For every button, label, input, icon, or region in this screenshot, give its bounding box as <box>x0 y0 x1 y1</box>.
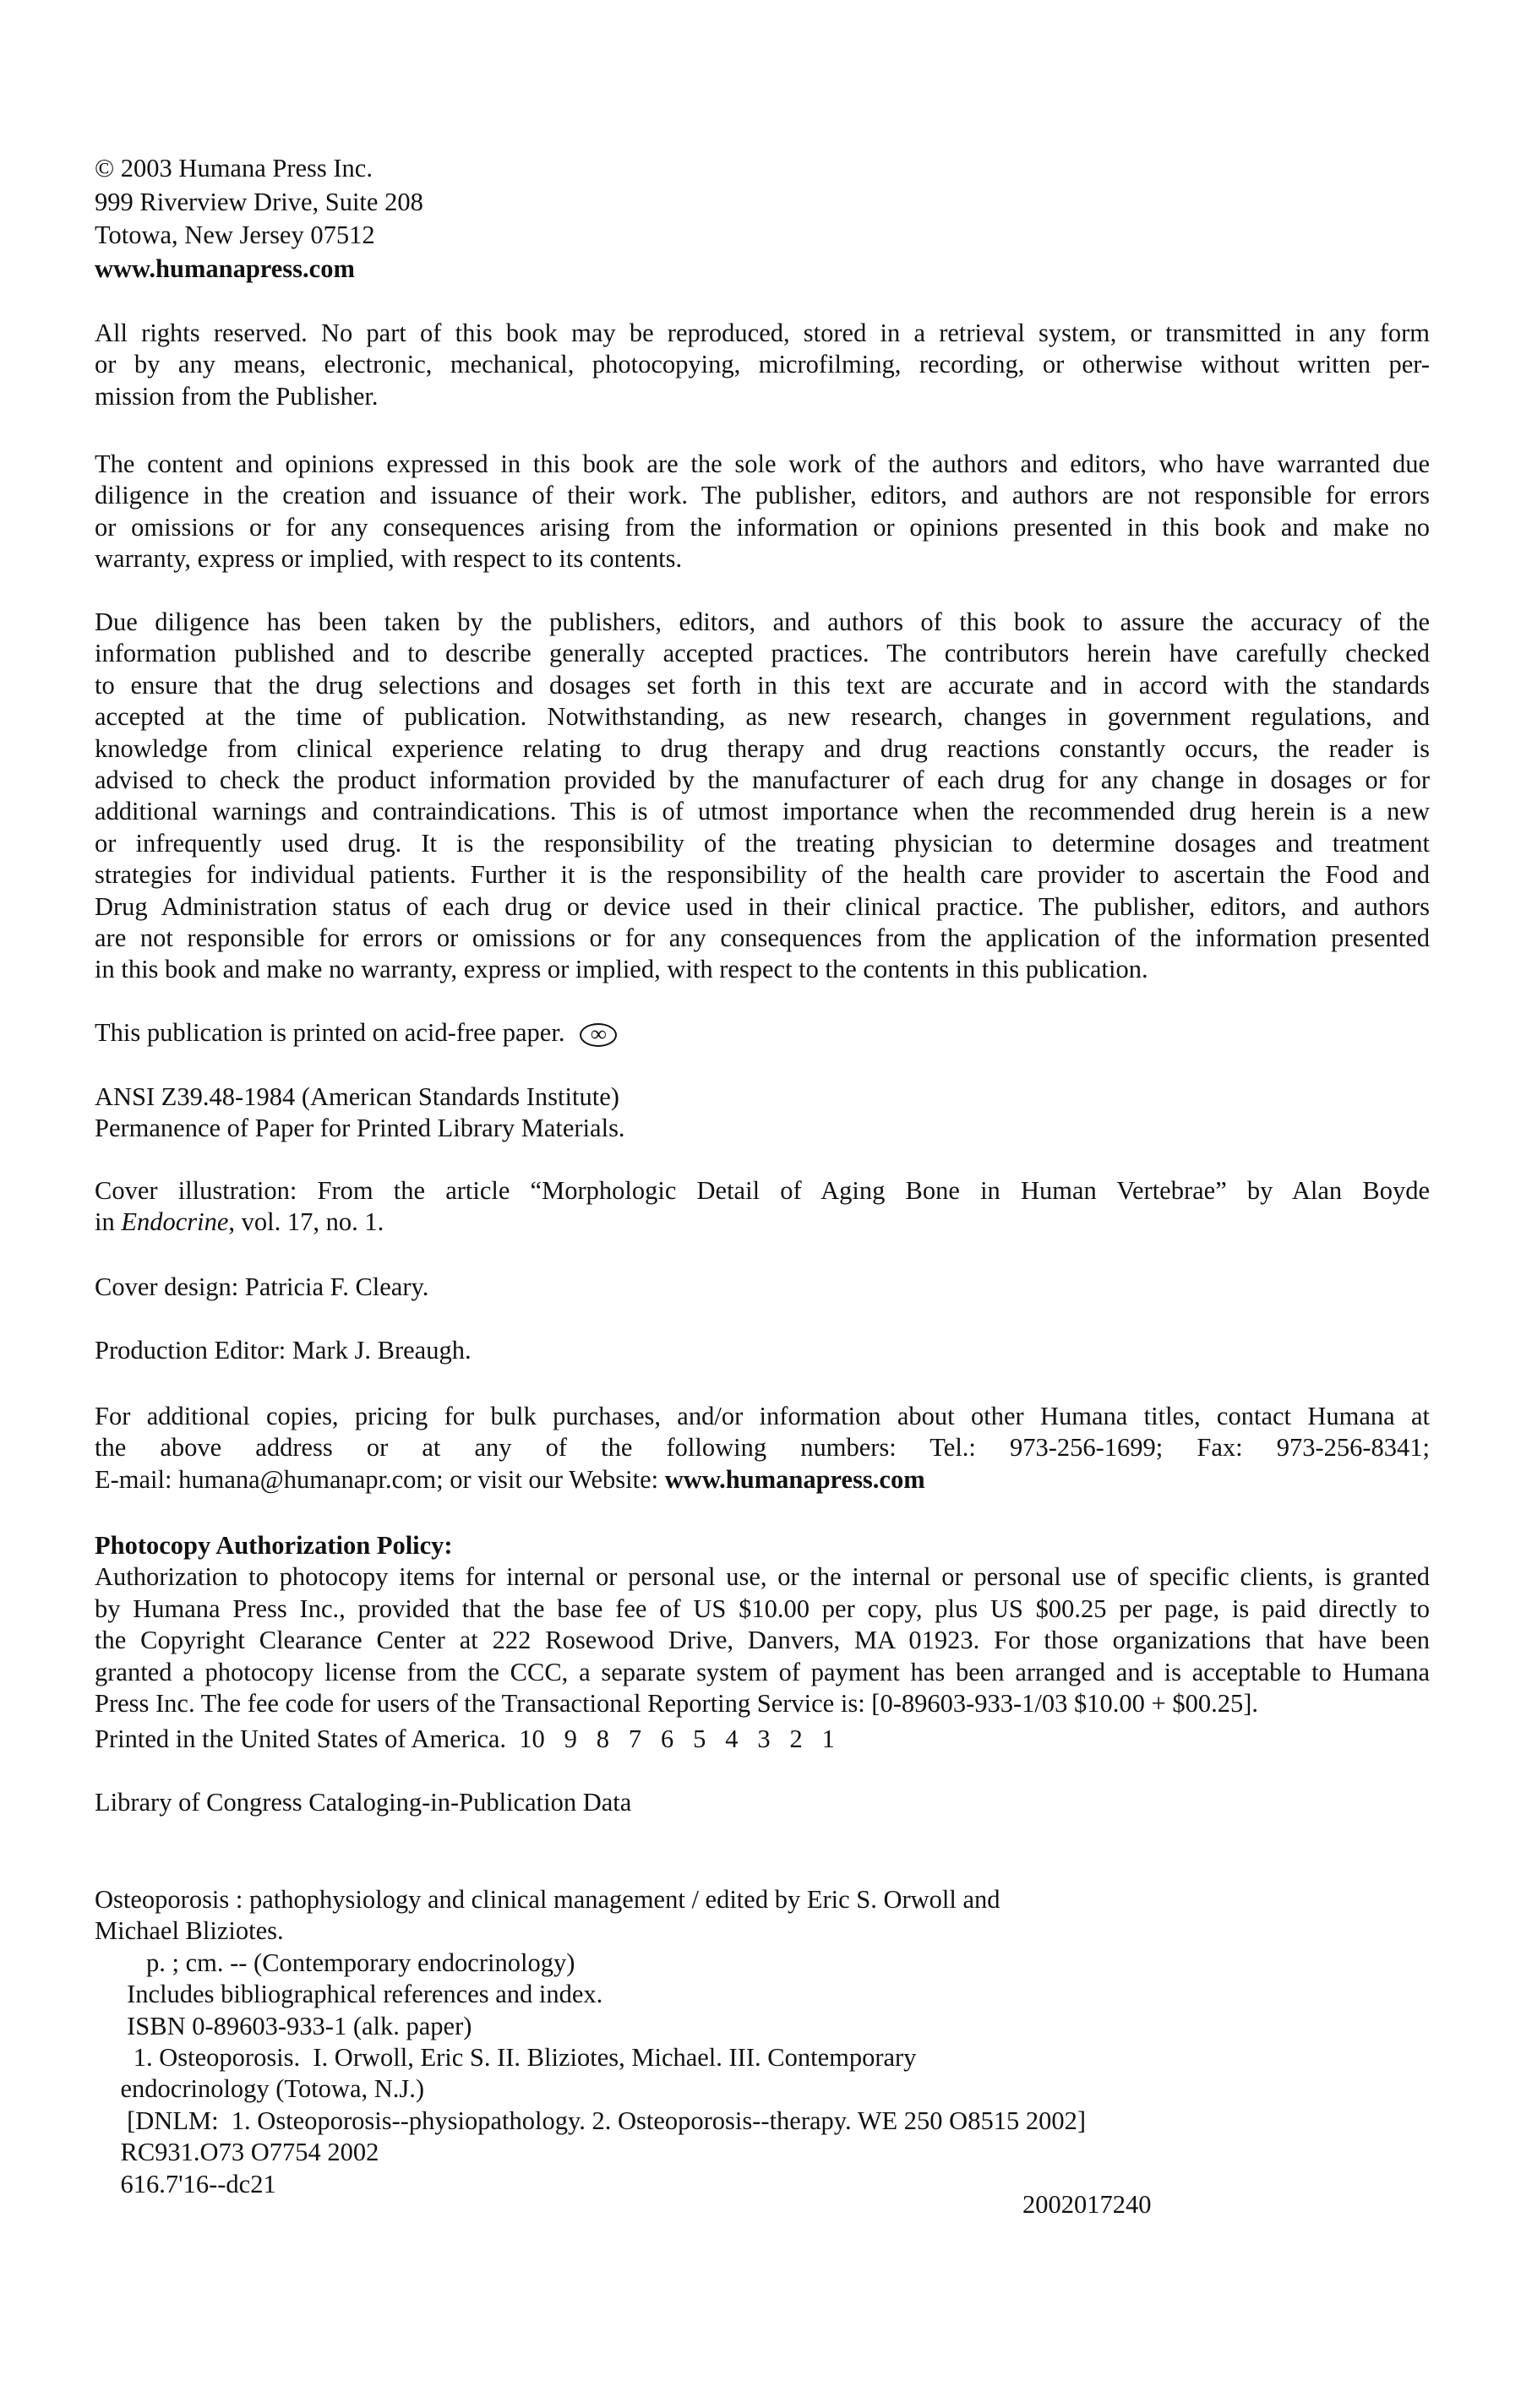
loc-heading <box>95 1787 1430 1818</box>
text-segment: Printed in the United States of America. 10 9 8 7 6 5 4 3 2 1 <box>95 1724 835 1753</box>
content-disclaimer-paragraph <box>95 449 1430 575</box>
text-segment: information published and to describe generally accepted practices. The contributors herein have carefully checked <box>95 639 1430 668</box>
text-line <box>95 1787 1430 1818</box>
text-line <box>95 1884 1430 1915</box>
website-link[interactable]: www.humanapress.com <box>664 1464 925 1494</box>
text-segment: diligence in the creation and issuance of their work. The publisher, editors, and authors are not responsible for errors <box>95 481 1430 510</box>
text-segment: additional warnings and contraindications. This is of utmost importance when the recommended drug herein is a new <box>95 797 1430 826</box>
text-line <box>95 480 1430 511</box>
text-line <box>95 1335 1430 1366</box>
text-line <box>95 765 1430 796</box>
text-line <box>95 318 1430 349</box>
text-line <box>95 891 1430 923</box>
text-segment: knowledge from clinical experience relating to drug therapy and drug reactions constantly occurs, the reader is <box>95 733 1430 763</box>
text-line <box>95 859 1430 891</box>
text-segment: 1. Osteoporosis. I. Orwoll, Eric S. II. Bliziotes, Michael. III. Contemporary <box>95 2042 917 2072</box>
text-segment: ISBN 0-89603-933-1 (alk. paper) <box>95 2011 472 2040</box>
text-line <box>95 1175 1430 1207</box>
text-segment: strategies for individual patients. Further it is the responsibility of the health care provider to ascertain the Food and <box>95 860 1430 890</box>
text-segment: the Copyright Clearance Center at 222 Rosewood Drive, Danvers, MA 01923. For those organizations that have been <box>95 1626 1430 1655</box>
text-segment: Production Editor: Mark J. Breaugh. <box>95 1336 472 1365</box>
text-segment: accepted at the time of publication. Notwithstanding, as new research, changes in government regulations, and <box>95 702 1430 732</box>
text-line <box>95 186 1430 220</box>
text-line <box>95 1113 1430 1144</box>
text-segment: advised to check the product information provided by the manufacturer of each drug for any change in dosages or for <box>95 765 1430 794</box>
text-segment: endocrinology (Totowa, N.J.) <box>95 2074 425 2104</box>
text-line <box>95 2137 1430 2168</box>
text-segment: are not responsible for errors or omissions or for any consequences from the application of the information presented <box>95 923 1430 952</box>
text-line <box>95 1979 1430 2010</box>
text-line <box>95 1272 1430 1303</box>
text-segment: mission from the Publisher. <box>95 381 379 411</box>
contact-paragraph <box>95 1401 1430 1495</box>
text-line <box>95 1207 1430 1238</box>
text-segment: 616.7'16--dc21 <box>95 2169 276 2198</box>
text-line <box>95 1625 1430 1656</box>
text-line <box>95 828 1430 859</box>
cip-record <box>95 1884 1430 2200</box>
text-line <box>95 670 1430 701</box>
rights-paragraph <box>95 318 1430 412</box>
text-line <box>95 1432 1430 1463</box>
text-line <box>95 923 1430 954</box>
text-line <box>95 512 1430 543</box>
text-line <box>95 701 1430 733</box>
text-line <box>95 733 1430 765</box>
text-segment: in <box>95 1207 122 1237</box>
text-segment: by Humana Press Inc., provided that the base fee of US $10.00 per copy, plus US $00.25 per page, is paid directly to <box>95 1594 1430 1623</box>
text-line <box>95 449 1430 480</box>
text-segment: For additional copies, pricing for bulk purchases, and/or information about other Humana titles, contact Humana at <box>95 1402 1430 1430</box>
text-line <box>95 152 1430 186</box>
text-segment: granted a photocopy license from the CCC, a separate system of payment has been arranged and is acceptable to Humana <box>95 1657 1430 1686</box>
due-diligence-paragraph <box>95 607 1430 986</box>
text-segment: E-mail: humana@humanapr.com; or visit our Website: <box>95 1464 665 1494</box>
text-segment: ANSI Z39.48-1984 (American Standards Institute) <box>95 1082 619 1111</box>
text-segment: Press Inc. The fee code for users of the Transactional Reporting Service is: [0-89603-933-1/03 $10.00 + $00.25]. <box>95 1688 1258 1718</box>
text-line <box>95 1401 1430 1432</box>
text-segment: or infrequently used drug. It is the responsibility of the treating physician to determine dosages and treatment <box>95 828 1430 858</box>
text-segment: The content and opinions expressed in this book are the sole work of the authors and editors, who have warranted due <box>95 449 1430 478</box>
text-line <box>95 607 1430 638</box>
text-segment: RC931.O73 O7754 2002 <box>95 2138 379 2167</box>
printed-in <box>95 1724 1430 1755</box>
text-segment: © 2003 Humana Press Inc. <box>95 154 373 183</box>
text-line <box>95 219 1430 253</box>
text-line <box>95 1017 1430 1049</box>
text-segment: in this book and make no warranty, express or implied, with respect to the contents in this publication. <box>95 955 1148 984</box>
text-segment: This publication is printed on acid-free paper. <box>95 1018 565 1047</box>
text-segment: Osteoporosis : pathophysiology and clinical management / edited by Eric S. Orwoll and <box>95 1885 1000 1914</box>
text-line <box>95 796 1430 827</box>
text-line <box>95 1530 1430 1561</box>
text-line <box>95 1464 1430 1495</box>
text-segment: Photocopy Authorization Policy: <box>95 1531 453 1560</box>
text-segment: p. ; cm. -- (Contemporary endocrinology) <box>95 1948 575 1977</box>
text-line <box>95 1948 1430 1979</box>
text-line <box>95 381 1430 412</box>
cover-illustration <box>95 1175 1430 1239</box>
text-line <box>95 1657 1430 1688</box>
text-line <box>95 2169 1430 2200</box>
text-line <box>95 349 1430 380</box>
text-line <box>95 2073 1430 2105</box>
text-segment: 999 Riverview Drive, Suite 208 <box>95 187 423 216</box>
text-line <box>95 1688 1430 1719</box>
publisher-address <box>95 152 1430 286</box>
text-segment: Permanence of Paper for Printed Library Materials. <box>95 1114 625 1143</box>
text-segment: Includes bibliographical references and index. <box>95 1980 603 2009</box>
acid-free-note <box>95 1017 1430 1049</box>
text-line <box>95 1594 1430 1625</box>
text-segment: Totowa, New Jersey 07512 <box>95 221 375 250</box>
text-segment: All rights reserved. No part of this book may be reproduced, stored in a retrieval system, or transmitted in any form <box>95 319 1430 347</box>
text-segment: Cover design: Patricia F. Cleary. <box>95 1272 429 1301</box>
text-line <box>95 1724 1430 1755</box>
text-line <box>95 2011 1430 2042</box>
ansi-note <box>95 1081 1430 1145</box>
text-line <box>95 2042 1430 2073</box>
text-line <box>95 638 1430 669</box>
text-segment: or by any means, electronic, mechanical, photocopying, microfilming, recording, or otherwise without written per- <box>95 350 1430 379</box>
text-line <box>95 253 1430 286</box>
text-segment: Authorization to photocopy items for internal or personal use, or the internal or personal use of specific clients, is granted <box>95 1562 1430 1592</box>
cover-design <box>95 1272 1430 1303</box>
text-segment: Due diligence has been taken by the publishers, editors, and authors of this book to assure the accuracy of the <box>95 607 1430 636</box>
text-line <box>95 1561 1430 1593</box>
text-segment: to ensure that the drug selections and dosages set forth in this text are accurate and in accord with the standards <box>95 670 1430 700</box>
text-line <box>95 954 1430 985</box>
text-line <box>95 543 1430 575</box>
text-line <box>95 1081 1430 1113</box>
text-segment: Cover illustration: From the article “Morphologic Detail of Aging Bone in Human Vertebrae” by Alan Boyde <box>95 1176 1430 1205</box>
acid-free-paper-icon: ∞ <box>580 1023 617 1047</box>
text-segment: the above address or at any of the following numbers: Tel.: 973-256-1699; Fax: 973-256-8341; <box>95 1433 1430 1463</box>
text-segment: Library of Congress Cataloging-in-Publication Data <box>95 1788 632 1817</box>
text-segment: Endocrine <box>121 1207 229 1237</box>
text-segment: , vol. 17, no. 1. <box>228 1207 384 1237</box>
production-editor <box>95 1335 1430 1366</box>
text-segment: Michael Bliziotes. <box>95 1916 284 1946</box>
photocopy-policy <box>95 1530 1430 1719</box>
text-segment: warranty, express or implied, with respect to its contents. <box>95 544 683 574</box>
text-line <box>95 1915 1430 1947</box>
text-segment: or omissions or for any consequences arising from the information or opinions presented in this book and make no <box>95 512 1430 542</box>
lccn-number: 2002017240 <box>1022 2190 1152 2219</box>
text-line <box>95 2106 1430 2137</box>
text-segment: Drug Administration status of each drug or device used in their clinical practice. The publisher, editors, and authors <box>95 891 1430 921</box>
website-link[interactable]: www.humanapress.com <box>95 253 355 283</box>
text-segment: [DNLM: 1. Osteoporosis--physiopathology. 2. Osteoporosis--therapy. WE 250 O8515 2002] <box>95 2106 1086 2135</box>
